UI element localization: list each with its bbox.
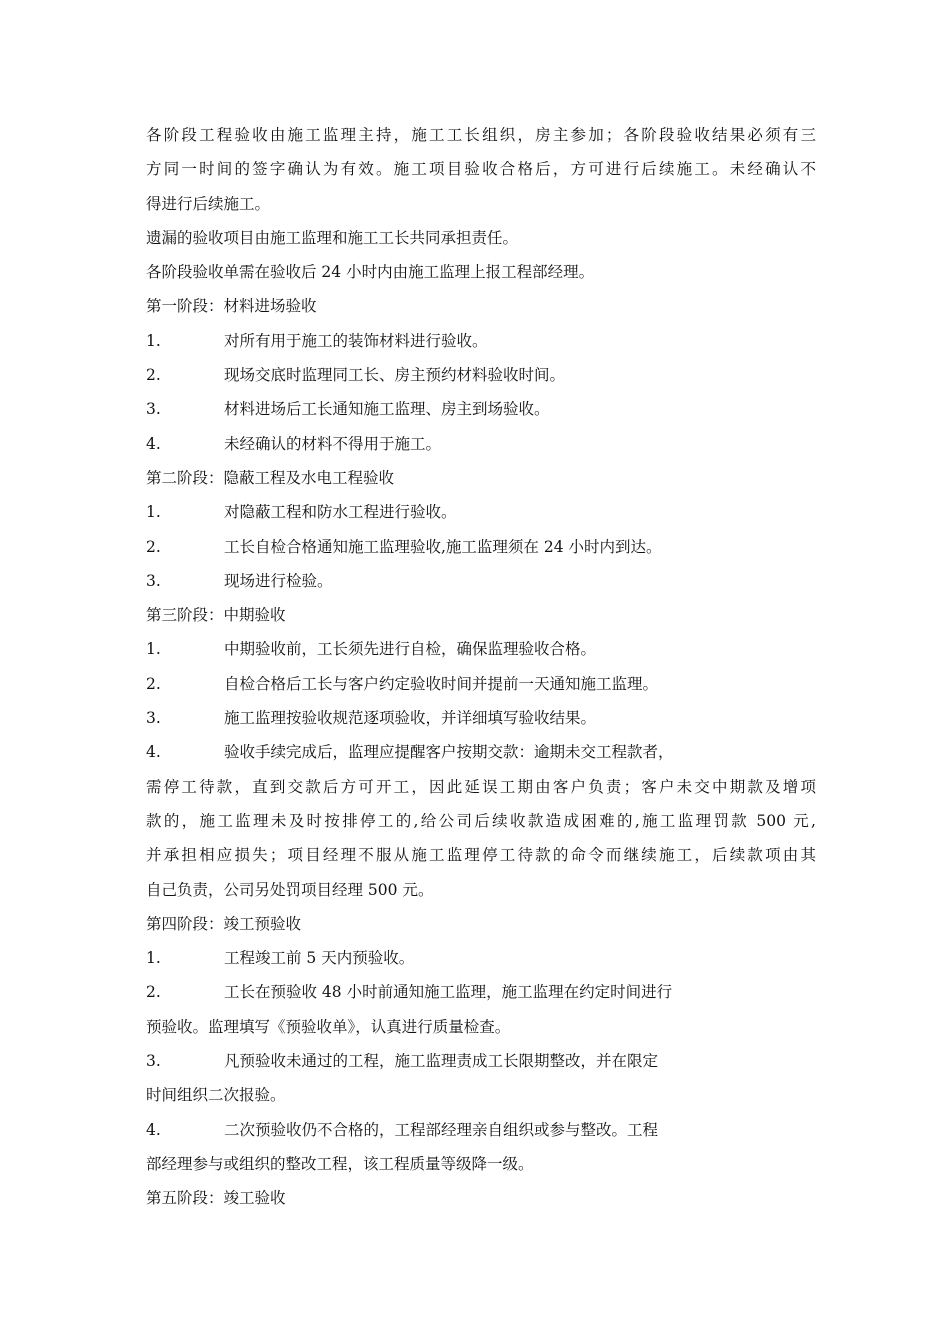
intro-line-5: 各阶段验收单需在验收后 24 小时内由施工监理上报工程部经理。 bbox=[146, 263, 595, 282]
list-item bbox=[146, 701, 816, 735]
list-number: 3. bbox=[146, 709, 161, 728]
stage5-heading: 第五阶段：竣工验收 bbox=[146, 1189, 286, 1208]
list-item bbox=[146, 1044, 816, 1078]
list-number: 3. bbox=[146, 571, 161, 590]
stage3-heading: 第三阶段：中期验收 bbox=[146, 606, 286, 625]
stage4-heading: 第四阶段：竣工预验收 bbox=[146, 914, 302, 933]
list-item bbox=[146, 941, 816, 975]
paragraph-line: 款的，施工监理未及时按排停工的,给公司后续收款造成困难的,施工监理罚款 500 元, bbox=[146, 811, 816, 830]
list-text: 自检合格后工长与客户约定验收时间并提前一天通知施工监理。 bbox=[224, 674, 659, 693]
intro-line-2: 方同一时间的签字确认为有效。施工项目验收合格后，方可进行后续施工。未经确认不 bbox=[146, 160, 816, 179]
paragraph-line: 并承担相应损失；项目经理不服从施工监理停工待款的命令而继续施工，后续款项由其 bbox=[146, 846, 816, 865]
intro-line-1: 各阶段工程验收由施工监理主持，施工工长组织，房主参加；各阶段验收结果必须有三 bbox=[146, 126, 816, 144]
intro-line-4: 遗漏的验收项目由施工监理和施工工长共同承担责任。 bbox=[146, 228, 519, 247]
list-item bbox=[146, 324, 816, 358]
list-text: 现场进行检验。 bbox=[224, 571, 333, 590]
list-number: 2. bbox=[146, 537, 161, 556]
document-page bbox=[146, 118, 816, 1216]
list-item bbox=[146, 495, 816, 529]
list-text: 对隐蔽工程和防水工程进行验收。 bbox=[224, 503, 457, 522]
list-number: 2. bbox=[146, 983, 161, 1002]
list-item bbox=[146, 735, 816, 769]
list-number: 4. bbox=[146, 1120, 161, 1139]
list-number: 3. bbox=[146, 1052, 161, 1071]
list-item-continuation: 部经理参与或组织的整改工程，该工程质量等级降一级。 bbox=[146, 1154, 534, 1173]
list-number: 3. bbox=[146, 400, 161, 419]
list-text: 验收手续完成后，监理应提醒客户按期交款：逾期未交工程款者， bbox=[224, 743, 674, 762]
list-number: 4. bbox=[146, 434, 161, 453]
list-text: 材料进场后工长通知施工监理、房主到场验收。 bbox=[224, 400, 550, 419]
list-item bbox=[146, 358, 816, 392]
list-text: 工长自检合格通知施工监理验收,施工监理须在 24 小时内到达。 bbox=[224, 537, 662, 556]
list-number: 1. bbox=[146, 640, 161, 659]
paragraph-line: 自己负责，公司另处罚项目经理 500 元。 bbox=[146, 880, 434, 899]
list-text: 对所有用于施工的装饰材料进行验收。 bbox=[224, 331, 488, 350]
list-item-continuation: 预验收。监理填写《预验收单》，认真进行质量检查。 bbox=[146, 1017, 511, 1036]
list-text: 凡预验收未通过的工程，施工监理责成工长限期整改，并在限定 bbox=[224, 1052, 659, 1071]
list-item bbox=[146, 632, 816, 666]
list-item bbox=[146, 427, 816, 461]
stage1-heading: 第一阶段：材料进场验收 bbox=[146, 297, 317, 316]
list-item bbox=[146, 530, 816, 564]
stage2-heading: 第二阶段：隐蔽工程及水电工程验收 bbox=[146, 468, 395, 487]
list-item bbox=[146, 392, 816, 426]
list-text: 现场交底时监理同工长、房主预约材料验收时间。 bbox=[224, 366, 566, 385]
paragraph-line: 需停工待款，直到交款后方可开工，因此延误工期由客户负责；客户未交中期款及增项 bbox=[146, 777, 816, 796]
list-text: 工长在预验收 48 小时前通知施工监理，施工监理在约定时间进行 bbox=[224, 983, 673, 1002]
list-text: 施工监理按验收规范逐项验收，并详细填写验收结果。 bbox=[224, 709, 597, 728]
list-item bbox=[146, 667, 816, 701]
list-number: 1. bbox=[146, 949, 161, 968]
list-number: 2. bbox=[146, 674, 161, 693]
intro-line-3: 得进行后续施工。 bbox=[146, 194, 271, 213]
list-text: 未经确认的材料不得用于施工。 bbox=[224, 434, 442, 453]
list-number: 4. bbox=[146, 743, 161, 762]
list-number: 2. bbox=[146, 366, 161, 385]
list-item bbox=[146, 1113, 816, 1147]
list-number: 1. bbox=[146, 331, 161, 350]
list-text: 二次预验收仍不合格的，工程部经理亲自组织或参与整改。工程 bbox=[224, 1120, 659, 1139]
list-text: 中期验收前，工长须先进行自检，确保监理验收合格。 bbox=[224, 640, 597, 659]
list-item bbox=[146, 975, 816, 1009]
list-number: 1. bbox=[146, 503, 161, 522]
list-text: 工程竣工前 5 天内预验收。 bbox=[224, 949, 415, 968]
list-item bbox=[146, 564, 816, 598]
list-item-continuation: 时间组织二次报验。 bbox=[146, 1086, 286, 1105]
